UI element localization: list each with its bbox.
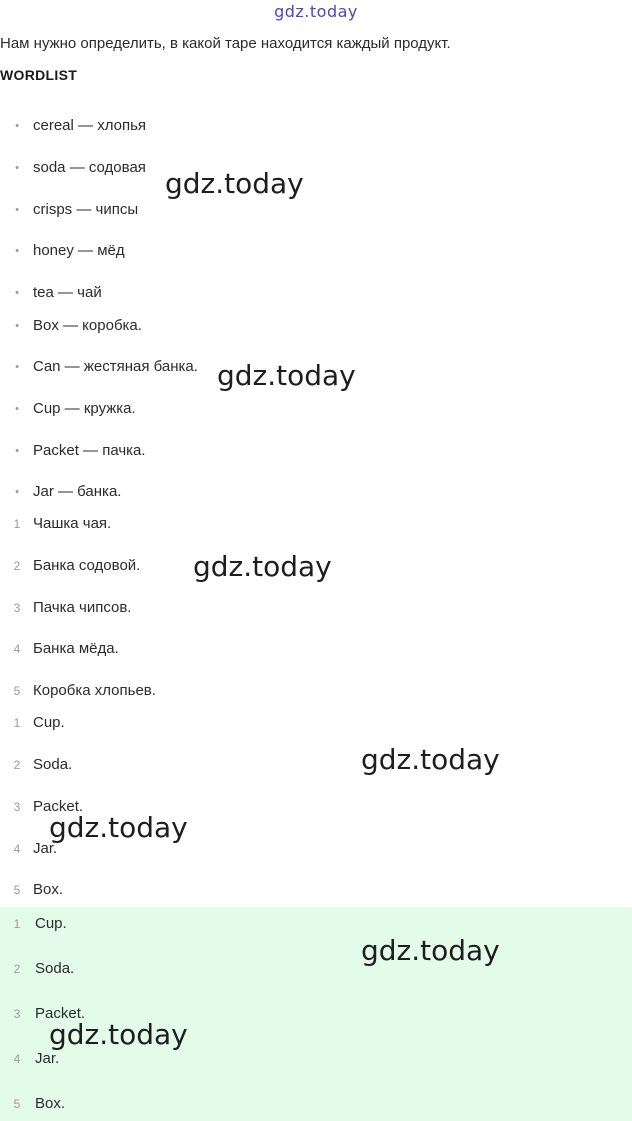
- list-item-text: Jar.: [35, 1050, 60, 1067]
- bullet-icon: •: [15, 361, 19, 373]
- list-number: 2: [13, 559, 21, 573]
- list-item-text: Банка мёда.: [33, 640, 119, 657]
- list-item-text: Cup.: [35, 915, 67, 932]
- list-number: 2: [13, 962, 21, 976]
- bullet-icon: •: [15, 120, 19, 132]
- list-number: 1: [13, 917, 21, 931]
- wordlist-item-text: tea — чай: [33, 284, 102, 301]
- list-number: 1: [13, 716, 21, 730]
- list-item-text: Packet.: [35, 1005, 86, 1022]
- list-item-text: Box.: [33, 881, 64, 898]
- site-logo[interactable]: gdz.today: [274, 2, 358, 21]
- list-item-text: Чашка чая.: [33, 515, 112, 532]
- list-item-text: Soda.: [35, 960, 75, 977]
- watermark: gdz.today: [165, 167, 304, 200]
- bullet-icon: •: [15, 245, 19, 257]
- list-number: 4: [13, 842, 21, 856]
- bullet-icon: •: [15, 320, 19, 332]
- wordlist-item-text: Cup — кружка.: [33, 400, 136, 417]
- list-number: 4: [13, 1052, 21, 1066]
- watermark: gdz.today: [361, 934, 500, 967]
- list-item-text: Packet.: [33, 798, 84, 815]
- list-item-text: Cup.: [33, 714, 65, 731]
- list-item-text: Jar.: [33, 840, 58, 857]
- list-number: 5: [13, 1097, 21, 1111]
- list-number: 5: [13, 684, 21, 698]
- watermark: gdz.today: [193, 550, 332, 583]
- watermark: gdz.today: [361, 743, 500, 776]
- wordlist-item-text: Box — коробка.: [33, 317, 142, 334]
- wordlist-item-text: soda — содовая: [33, 159, 146, 176]
- list-number: 3: [13, 601, 21, 615]
- list-number: 1: [13, 517, 21, 531]
- wordlist-item-text: honey — мёд: [33, 242, 125, 259]
- list-number: 3: [13, 800, 21, 814]
- list-number: 2: [13, 758, 21, 772]
- answer-block: [0, 907, 632, 1121]
- list-number: 5: [13, 883, 21, 897]
- watermark: gdz.today: [217, 359, 356, 392]
- wordlist-item-text: Jar — банка.: [33, 483, 122, 500]
- list-number: 4: [13, 642, 21, 656]
- wordlist-item-text: crisps — чипсы: [33, 201, 139, 218]
- list-item-text: Банка содовой.: [33, 557, 141, 574]
- bullet-icon: •: [15, 486, 19, 498]
- wordlist-item-text: Can — жестяная банка.: [33, 358, 198, 375]
- wordlist-heading: WORDLIST: [0, 67, 78, 83]
- list-item-text: Коробка хлопьев.: [33, 682, 156, 699]
- watermark: gdz.today: [49, 1018, 188, 1051]
- bullet-icon: •: [15, 162, 19, 174]
- list-item-text: Пачка чипсов.: [33, 599, 132, 616]
- list-item-text: Soda.: [33, 756, 73, 773]
- bullet-icon: •: [15, 204, 19, 216]
- list-number: 3: [13, 1007, 21, 1021]
- list-item-text: Box.: [35, 1095, 66, 1112]
- wordlist-item-text: Packet — пачка.: [33, 442, 146, 459]
- bullet-icon: •: [15, 445, 19, 457]
- watermark: gdz.today: [49, 811, 188, 844]
- wordlist-item-text: cereal — хлопья: [33, 117, 147, 134]
- intro-text: Нам нужно определить, в какой таре находится каждый продукт.: [0, 35, 451, 52]
- bullet-icon: •: [15, 403, 19, 415]
- bullet-icon: •: [15, 287, 19, 299]
